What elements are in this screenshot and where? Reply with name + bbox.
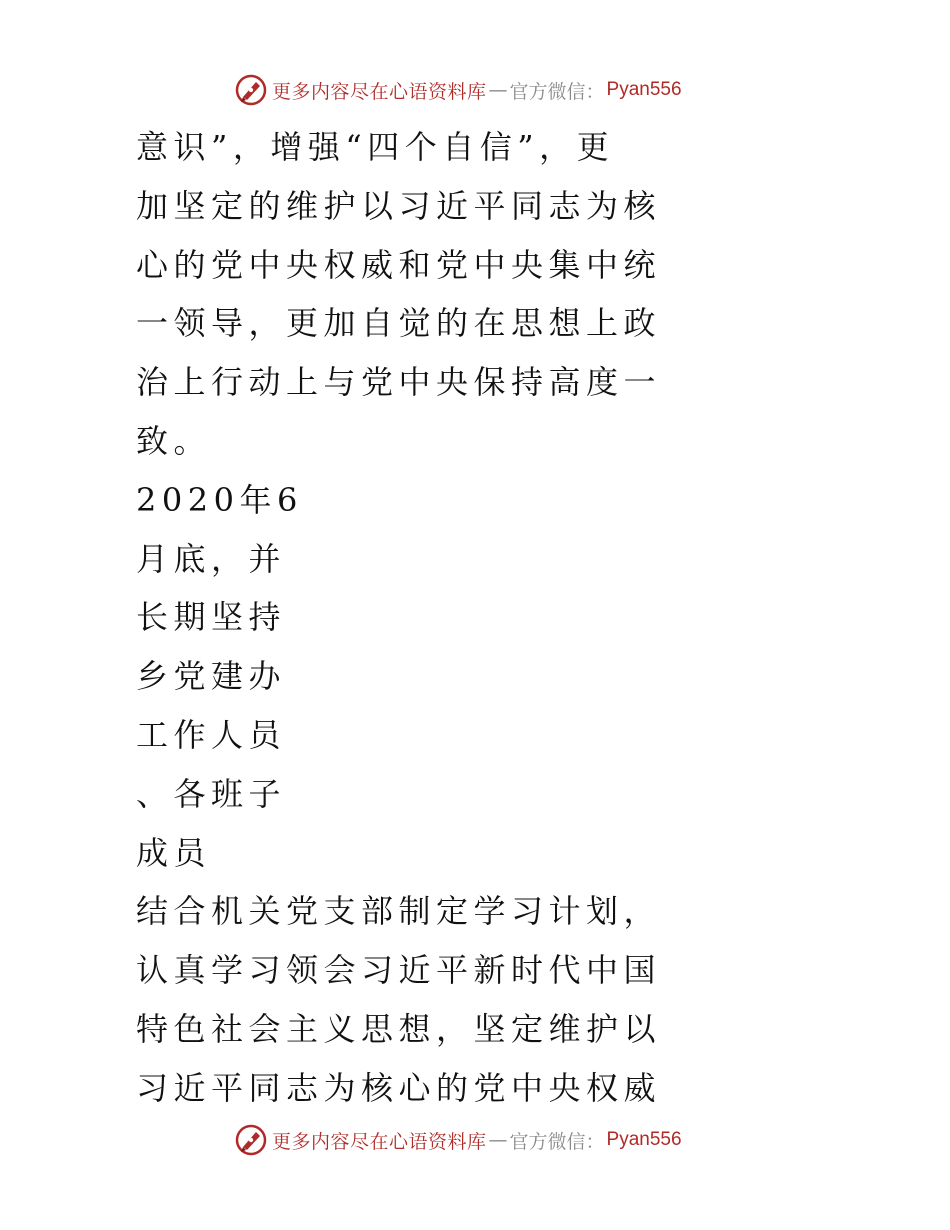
brand-text: 更多内容尽在心语资料库 (272, 1130, 487, 1153)
body-line: 乡党建办 (136, 657, 287, 696)
document-body (136, 118, 836, 1118)
body-line: 长期坚持 (136, 598, 287, 637)
body-line: 工作人员 (136, 715, 287, 754)
body-line: 2020年6 (136, 480, 303, 519)
brand-text: 更多内容尽在心语资料库 (272, 80, 487, 103)
body-line: 致。 (136, 421, 212, 460)
pen-logo-icon (234, 1123, 268, 1157)
body-line: 习近平同志为核心的党中央权威 (136, 1068, 662, 1107)
body-line: 意识”，增强“四个自信”，更 (136, 128, 615, 166)
wechat-id: Pyan556 (606, 1129, 682, 1150)
wechat-id: Pyan556 (606, 79, 682, 100)
body-line: 治上行动上与党中央保持高度一 (136, 363, 662, 402)
body-line: 一领导，更加自觉的在思想上政 (136, 304, 662, 343)
wechat-label: 官方微信： (509, 1130, 605, 1153)
banner-dash: — (488, 79, 508, 101)
wechat-label: 官方微信： (509, 80, 605, 103)
body-line: 结合机关党支部制定学习计划， (136, 892, 662, 931)
body-line: 月底，并 (136, 539, 287, 578)
body-line: 心的党中央权威和党中央集中统 (136, 245, 662, 284)
pen-logo-icon (234, 73, 268, 107)
banner-dash: — (488, 1129, 508, 1151)
footer-watermark-banner (234, 1120, 682, 1160)
body-line: 成员 (136, 833, 212, 872)
body-line: 、各班子 (136, 774, 287, 813)
body-line: 认真学习领会习近平新时代中国 (136, 951, 662, 990)
body-line: 加坚定的维护以习近平同志为核 (136, 186, 662, 225)
header-watermark-banner (234, 70, 682, 110)
body-line: 特色社会主义思想，坚定维护以 (136, 1009, 662, 1048)
